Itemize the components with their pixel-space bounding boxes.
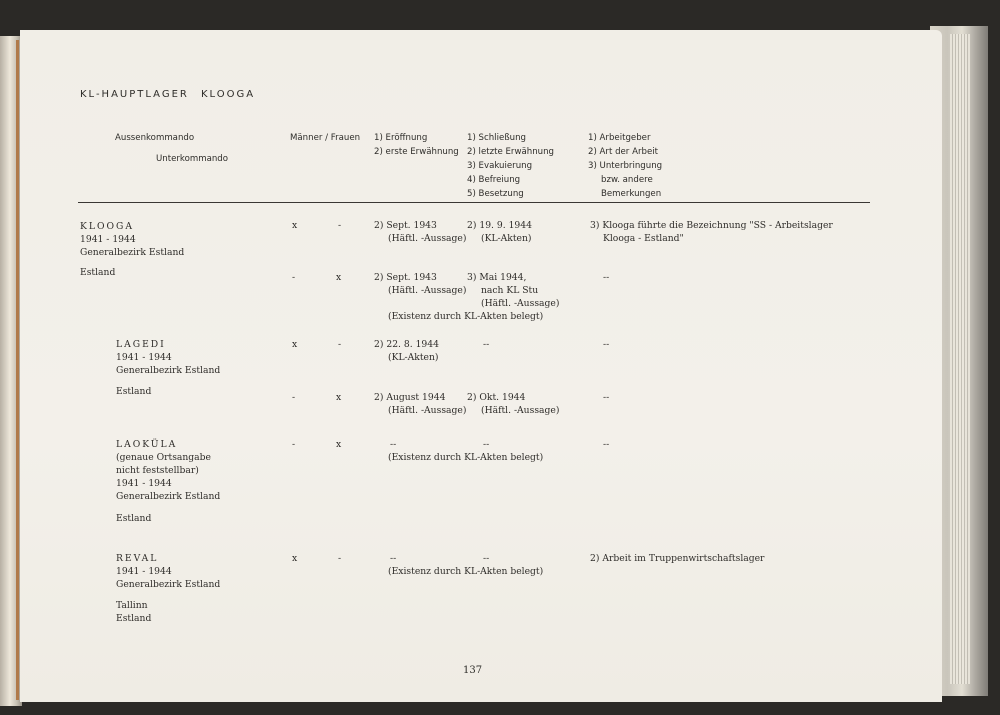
entry-name: LAGEDI [116, 339, 166, 350]
col-header-remarks-3: 3) Unterbringung [588, 161, 663, 171]
closing-date: 3) Mai 1944, [467, 272, 527, 283]
col-header-remarks-1: 1) Arbeitgeber [588, 133, 651, 143]
entry-period: 1941 - 1944 [116, 566, 172, 577]
opening-source: (Häftl. -Aussage) [388, 405, 467, 416]
opening-source: (Häftl. -Aussage) [388, 233, 467, 244]
binding-thread [16, 40, 19, 700]
col-header-closing-1: 1) Schließung [467, 133, 527, 143]
remarks-line-1: 3) Klooga führte die Bezeichnung "SS - Arbeitslager [590, 220, 833, 231]
remarks-line-2: Klooga - Estland" [603, 233, 684, 244]
entry-district: Generalbezirk Estland [116, 579, 221, 590]
opening-source: (Häftl. -Aussage) [388, 285, 467, 296]
closing-date: -- [483, 439, 490, 450]
entry-district: Generalbezirk Estland [80, 247, 185, 258]
entry-district: Generalbezirk Estland [116, 365, 221, 376]
men-mark: - [292, 392, 296, 403]
closing-date: 2) Okt. 1944 [467, 392, 526, 403]
remarks-line-1: -- [603, 392, 610, 403]
opening-date: 2) Sept. 1943 [374, 220, 437, 231]
entry-region: Estland [116, 386, 152, 397]
existence-note: (Existenz durch KL-Akten belegt) [388, 566, 544, 577]
men-mark: x [292, 339, 298, 350]
closing-source: (KL-Akten) [481, 233, 532, 244]
men-mark: x [292, 553, 298, 564]
col-header-opening-2: 2) erste Erwähnung [374, 147, 459, 157]
entry-name: KLOOGA [80, 221, 135, 232]
opening-date: -- [390, 439, 397, 450]
existence-note: (Existenz durch KL-Akten belegt) [388, 311, 544, 322]
entry-location-note-1: (genaue Ortsangabe [116, 452, 211, 463]
opening-date: 2) Sept. 1943 [374, 272, 437, 283]
entry-location-note-2: nicht feststellbar) [116, 465, 199, 476]
remarks-line-1: -- [603, 272, 610, 283]
col-header-maenner-frauen: Männer / Frauen [290, 133, 361, 143]
entry-period: 1941 - 1944 [116, 352, 172, 363]
men-mark: x [292, 220, 298, 231]
closing-location: nach KL Stu [481, 285, 539, 296]
men-mark: - [292, 272, 296, 283]
closing-date: -- [483, 339, 490, 350]
opening-date: -- [390, 553, 397, 564]
col-header-closing-2: 2) letzte Erwähnung [467, 147, 554, 157]
closing-date: -- [483, 553, 490, 564]
opening-source: (KL-Akten) [388, 352, 439, 363]
entry-city: Tallinn [116, 600, 148, 611]
closing-source: (Häftl. -Aussage) [481, 405, 560, 416]
opening-date: 2) August 1944 [374, 392, 446, 403]
col-header-remarks-4: bzw. andere [601, 175, 653, 185]
women-mark: - [338, 553, 342, 564]
page-title: KL-HAUPTLAGER [80, 89, 189, 100]
entry-name: REVAL [116, 553, 159, 564]
col-header-closing-4: 4) Befreiung [467, 175, 521, 185]
women-mark: - [338, 220, 342, 231]
remarks-line-1: -- [603, 339, 610, 350]
women-mark: x [336, 392, 342, 403]
existence-note: (Existenz durch KL-Akten belegt) [388, 452, 544, 463]
col-header-remarks-2: 2) Art der Arbeit [588, 147, 658, 157]
remarks-line-1: 2) Arbeit im Truppenwirtschaftslager [590, 553, 765, 564]
entry-period: 1941 - 1944 [80, 234, 136, 245]
closing-source: (Häftl. -Aussage) [481, 298, 560, 309]
entry-district: Generalbezirk Estland [116, 491, 221, 502]
closing-date: 2) 19. 9. 1944 [467, 220, 532, 231]
entry-region: Estland [116, 613, 152, 624]
entry-region: Estland [116, 513, 152, 524]
page-stack-lines [950, 34, 970, 684]
remarks-line-1: -- [603, 439, 610, 450]
women-mark: x [336, 272, 342, 283]
col-header-closing-3: 3) Evakuierung [467, 161, 533, 171]
men-mark: - [292, 439, 296, 450]
col-header-closing-5: 5) Besetzung [467, 189, 524, 199]
camp-name-title: KLOOGA [201, 89, 256, 100]
col-header-opening-1: 1) Eröffnung [374, 133, 428, 143]
women-mark: - [338, 339, 342, 350]
header-divider [78, 202, 870, 203]
col-header-aussenkommando: Aussenkommando [115, 133, 195, 143]
entry-period: 1941 - 1944 [116, 478, 172, 489]
col-header-unterkommando: Unterkommando [156, 154, 229, 164]
entry-region: Estland [80, 267, 116, 278]
women-mark: x [336, 439, 342, 450]
opening-date: 2) 22. 8. 1944 [374, 339, 439, 350]
col-header-remarks-5: Bemerkungen [601, 189, 662, 199]
page-number: 137 [463, 665, 483, 676]
entry-name: LAOKÜLA [116, 439, 178, 450]
